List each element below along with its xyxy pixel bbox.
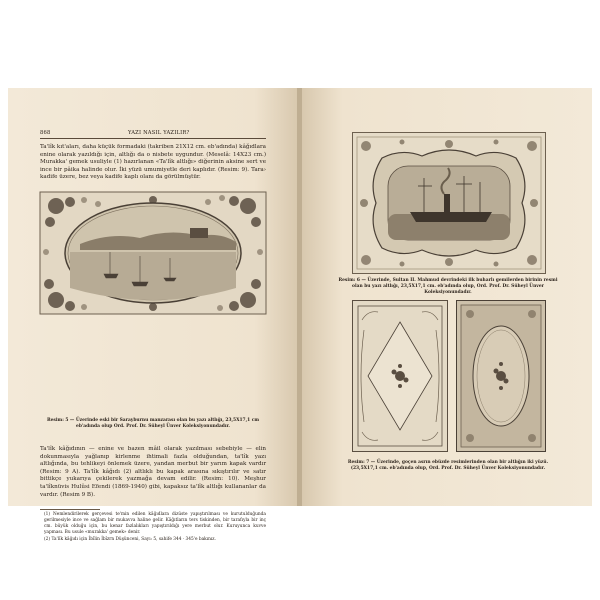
header-rule xyxy=(40,138,266,139)
plate-resim-7-left xyxy=(352,300,448,452)
resim-7-left-image xyxy=(352,300,448,452)
plate-resim-7-right xyxy=(456,300,546,452)
left-page xyxy=(8,88,298,542)
resim-5-image xyxy=(40,192,266,314)
open-book xyxy=(8,88,592,542)
footnote-2: (2) Ta'lîk kâğıdı için İbîlin İbîzrn Düşünceni, Sayı: 5, sahife 344 · 345'e bakınız. xyxy=(44,537,216,542)
running-title: YAZI NASIL YAZILIR? xyxy=(128,130,190,136)
resim-6-image xyxy=(352,132,546,274)
footnotes xyxy=(44,512,266,544)
paragraph-1: Ta'lîk kıt'aları, daha küçük formadaki (takriben 21X12 cm. eb'adında) kâğıdlara enine olarak yazıldığı için, altlığı da o nisbete uygundur. (Meselâ: 14X23 cm.) Murakka' gemek usuliyle (1) hazırlanan «Ta'lîk altlığı» diğerinin aksine sert ve ince bir pâika halinde olur. İki yüzü umumiyetle deri kaplıdır. (Resim: 9). Tara› kadife üzere, bez veya kadife kaplı olanı da görülmüştür. xyxy=(40,144,266,181)
plate-resim-5 xyxy=(40,192,266,314)
paragraph-2: Ta'lîk kâğıdının — enine ve bazen mâil olarak yazılması sebebiyle — elin dokunmasıyla yağlanıp kirlenme ihtimali fazla olduğundan, ta'lîk yazı altlığında, bu tehlikeyi önlemek üzere, yandan merbut bir yarım kapak vardır (Resim: 9 A). Ta'lîk kâğıdı (2) altlıklı bu kapak arasına sıkıştırılır ve satır bittikçe yukarıya çekilerek yazmağa devam edilir. (Resim: 10). Meşhur ta'lîknüvis Hulûsi Efendi (1869-1940) gibi, kapaksız ta'lîk altlığı kullananlar da vardır. (Resim 9 B). xyxy=(40,446,266,498)
plate-resim-6 xyxy=(352,132,546,274)
caption-resim-6: Resim: 6 — Üzerinde, Sultan II. Mahmud devrindeki ilk buharlı gemilerden birinin resmi olan bu yazı altlığı, 23,5X17,1 cm. eb'adında olup, Ord. Prof. Dr. Süheyl Ünver Koleksiyonundadır. xyxy=(338,278,558,295)
resim-7-right-image xyxy=(456,300,546,452)
right-page xyxy=(302,88,592,506)
footnote-1: (1) Nemlendirilerek gerçevesi te'min edilen kâğıdlara dizüste yapıştırılması ve kurutulduğunda gerilmesiyle ince ve sağlam bir mukavva haline gelir. Kâğıtların ters tiskinden, bir tarafıyla bir inç cm. büyük olduğu için, bu kenar fazlalıkları yapıştırıldığı yere merbut olur. Kuruyunca kuvve yapması. Bu usule «murakka' gemek» denir. xyxy=(44,512,266,535)
footnote-separator xyxy=(40,509,100,510)
caption-resim-5: Resim: 5 — Üzerinde eski bir Sarayburnu manzarası olan bu yazı altlığı, 23,5X17,1 cm eb'adında olup Ord. Prof. Dr. Süheyl Ünver Koleksiyonundadır. xyxy=(46,418,260,429)
caption-resim-7: Resim: 7 — Üzerinde, goçen asrın ebüzde resimlerinden olan bir altlığın iki yüzü. (23,5X17,1 cm. eb'adında olup, Ord. Prof. Dr. Süheyl Ünver Koleksiyonundadır. xyxy=(347,460,549,471)
page-number: 868 xyxy=(40,130,51,136)
